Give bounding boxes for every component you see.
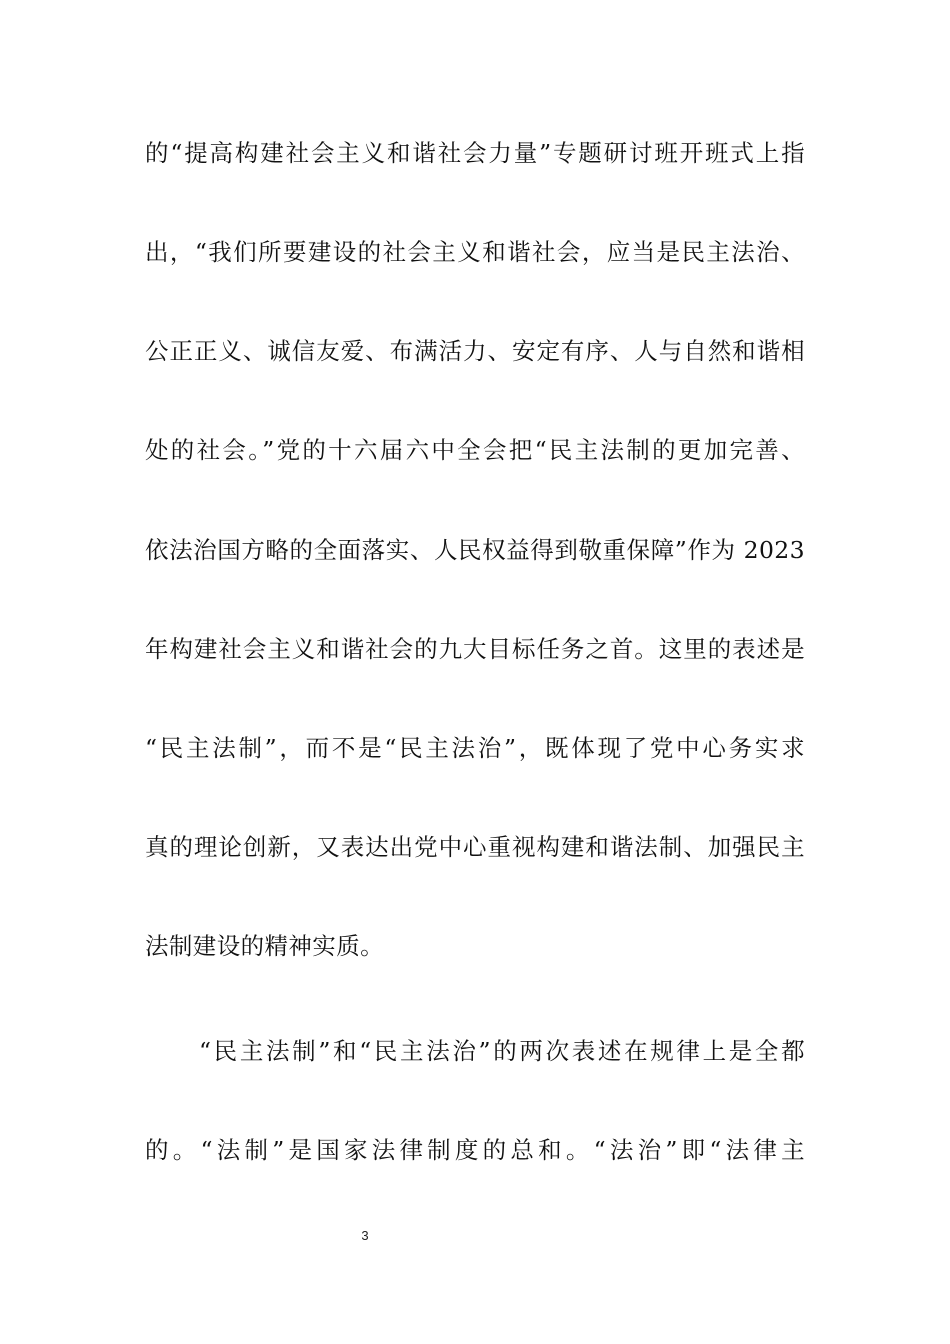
text-line-8: 真的理论创新，又表达出党中心重视构建和谐法制、加强民主 (145, 833, 805, 861)
text-line-11: 的。“法制”是国家法律制度的总和。“法治”即“法律主 (145, 1136, 806, 1164)
page-number: 3 (361, 1228, 369, 1243)
text-line-9: 法制建设的精神实质。 (145, 932, 384, 960)
text-line-4: 处的社会。”党的十六届六中全会把“民主法制的更加完善、 (145, 436, 805, 464)
text-line-7: “民主法制”，而不是“民主法治”，既体现了党中心务实求 (145, 734, 805, 762)
text-line-2: 出，“我们所要建设的社会主义和谐社会，应当是民主法治、 (145, 238, 805, 266)
text-line-10: “民主法制”和“民主法治”的两次表述在规律上是全都 (199, 1037, 805, 1065)
text-line-5: 依法治国方略的全面落实、人民权益得到敬重保障”作为 2023 (145, 536, 805, 564)
text-line-1: 的“提高构建社会主义和谐社会力量”专题研讨班开班式上指 (145, 139, 805, 167)
text-line-3: 公正正义、诚信友爱、布满活力、安定有序、人与自然和谐相 (145, 337, 805, 365)
text-line-6: 年构建社会主义和谐社会的九大目标任务之首。这里的表述是 (145, 635, 805, 663)
